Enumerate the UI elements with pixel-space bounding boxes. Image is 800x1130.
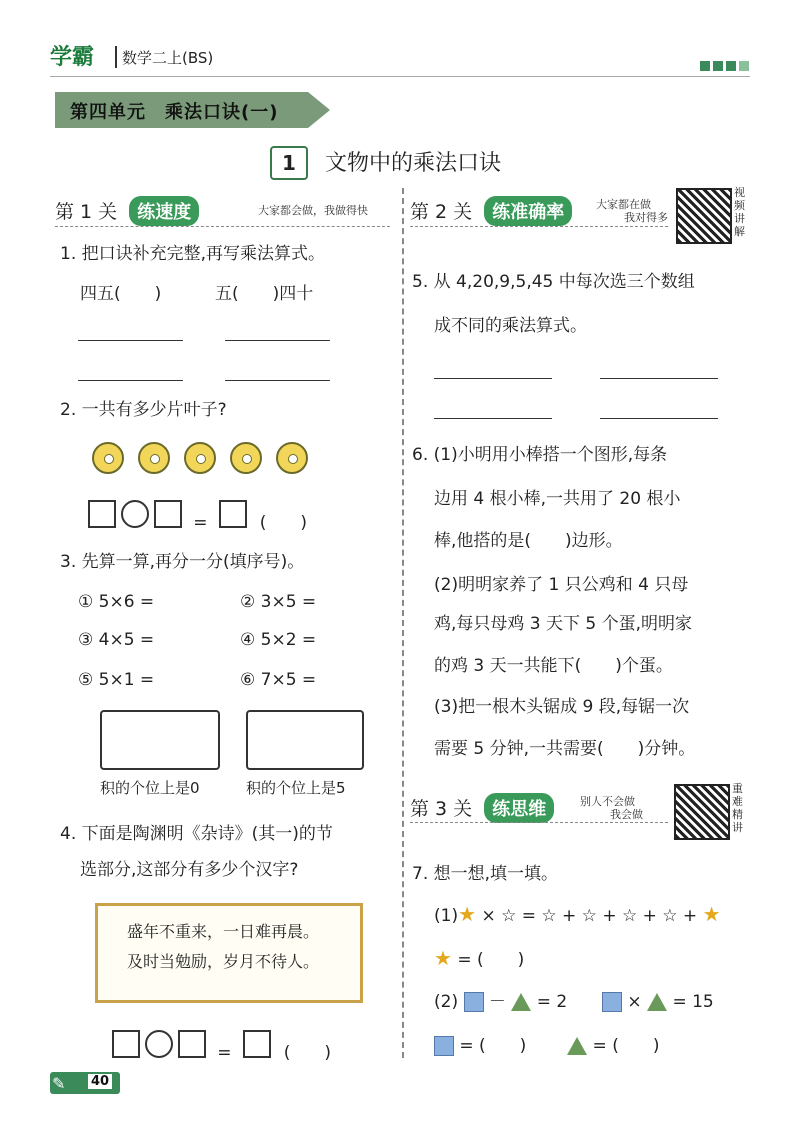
q3-item: ⑥ 7×5 = [240, 670, 317, 690]
q5-answer-line[interactable] [600, 418, 718, 419]
leaf-icon [184, 442, 216, 474]
sort-box-five[interactable] [246, 710, 364, 770]
q7-blank[interactable]: = ( ) [457, 950, 525, 970]
q6-text: 边用 4 根小棒,一共用了 20 根小 [434, 489, 681, 509]
q7-row1 [434, 902, 721, 928]
q7-blank[interactable]: = ( ) [459, 1036, 527, 1056]
poem [127, 917, 319, 977]
section-2-underline [410, 226, 668, 227]
answer-box[interactable] [112, 1030, 140, 1058]
q7-blank[interactable]: = ( ) [592, 1036, 660, 1056]
qr-caption: 视频讲解 [734, 186, 745, 238]
q7-row2 [434, 990, 714, 1014]
unit-blank[interactable]: ( ) [259, 513, 307, 533]
triangle-icon [511, 993, 531, 1011]
q4-line1: 4. 下面是陶渊明《杂诗》(其一)的节 [60, 824, 333, 844]
equals-sign: = [193, 513, 208, 533]
q1-answer-line[interactable] [225, 340, 330, 341]
box-label-zero: 积的个位上是0 [100, 779, 200, 797]
leaf-group [92, 442, 322, 478]
square-icon [434, 1036, 454, 1056]
poem-line: 盛年不重来，一日难再晨。 [127, 922, 320, 941]
operator-circle[interactable] [121, 500, 149, 528]
q1-answer-line[interactable] [225, 380, 330, 381]
note-line: 我对得多 [624, 211, 668, 224]
book-title: 数学二上(BS) [122, 49, 214, 67]
q4-equation [112, 1030, 331, 1065]
times-sign: × [627, 992, 642, 1012]
equals-sign: = [217, 1043, 232, 1063]
unit-title: 第四单元 乘法口诀(一) [70, 102, 279, 123]
leaf-icon [138, 442, 170, 474]
q7-row3 [434, 1034, 659, 1058]
answer-box[interactable] [243, 1030, 271, 1058]
q6-text: 需要 5 分钟,一共需要( )分钟。 [434, 739, 696, 759]
q1-answer-line[interactable] [78, 340, 183, 341]
q3-item: ① 5×6 = [78, 592, 155, 612]
star-icon: ★ [458, 902, 477, 926]
section-2-label: 第 2 关 [410, 201, 473, 223]
section-2-badge: 练准确率 [484, 196, 572, 226]
section-3-badge: 练思维 [484, 793, 554, 823]
q2-title: 2. 一共有多少片叶子? [60, 400, 227, 420]
q6-text: (2)明明家养了 1 只公鸡和 4 只母 [434, 575, 689, 595]
q1-answer-line[interactable] [78, 380, 183, 381]
section-3-label: 第 3 关 [410, 798, 473, 820]
q6-text: 棒,他搭的是( )边形。 [434, 531, 623, 551]
square-icon [464, 992, 484, 1012]
q5-answer-line[interactable] [434, 378, 552, 379]
q7-row1b [434, 946, 524, 972]
note-line: 我会做 [610, 808, 643, 821]
q3-item: ④ 5×2 = [240, 630, 317, 650]
section-3-note [580, 795, 643, 821]
unit-blank[interactable]: ( ) [283, 1043, 331, 1063]
section-1-underline [55, 226, 390, 227]
note-line: 大家都在做 [596, 198, 651, 211]
header-separator [115, 46, 117, 68]
column-divider [402, 188, 404, 1058]
q7-expression: × ☆ = ☆ + ☆ + ☆ + ☆ + [481, 906, 698, 926]
minus-sign: － [488, 992, 506, 1012]
pencil-icon: ✎ [52, 1074, 66, 1093]
q1-title: 1. 把口诀补充完整,再写乘法算式。 [60, 244, 326, 264]
q7-value: = 2 [536, 992, 568, 1012]
q1-left: 四五( ) [80, 284, 162, 304]
q5-line1: 5. 从 4,20,9,5,45 中每次选三个数组 [412, 272, 695, 292]
section-2-note [596, 198, 668, 224]
q6-text: 6. (1)小明用小棒搭一个图形,每条 [412, 445, 668, 465]
leaf-icon [92, 442, 124, 474]
triangle-icon [567, 1037, 587, 1055]
section-1-header [55, 196, 199, 226]
q7-title: 7. 想一想,填一填。 [412, 864, 559, 884]
q7-prefix: (1) [434, 906, 459, 926]
section-3-underline [410, 822, 668, 823]
section-1-badge: 练速度 [129, 196, 199, 226]
qr-caption: 重难精讲 [732, 782, 743, 834]
brand-logo: 学霸 [50, 45, 95, 70]
q5-line2: 成不同的乘法算式。 [434, 316, 587, 336]
header-squares [700, 56, 752, 75]
star-icon: ★ [702, 902, 721, 926]
q3-item: ⑤ 5×1 = [78, 670, 155, 690]
answer-box[interactable] [219, 500, 247, 528]
answer-box[interactable] [154, 500, 182, 528]
box-label-five: 积的个位上是5 [246, 779, 346, 797]
page-number: 40 [88, 1074, 112, 1089]
q6-text: 的鸡 3 天一共能下( )个蛋。 [434, 656, 673, 676]
note-line: 别人不会做 [580, 795, 635, 808]
operator-circle[interactable] [145, 1030, 173, 1058]
sort-box-zero[interactable] [100, 710, 220, 770]
leaf-icon [276, 442, 308, 474]
q1-right: 五( )四十 [215, 284, 314, 304]
poem-line: 及时当勉励，岁月不待人。 [127, 952, 320, 971]
qr-code-icon[interactable] [676, 188, 732, 244]
leaf-icon [230, 442, 262, 474]
q5-answer-line[interactable] [600, 378, 718, 379]
section-2-header [410, 196, 572, 226]
q6-text: (3)把一根木头锯成 9 段,每锯一次 [434, 697, 690, 717]
q6-text: 鸡,每只母鸡 3 天下 5 个蛋,明明家 [434, 614, 693, 634]
q2-equation [88, 500, 307, 535]
answer-box[interactable] [88, 500, 116, 528]
q5-answer-line[interactable] [434, 418, 552, 419]
lesson-title: 文物中的乘法口诀 [325, 151, 502, 176]
square-icon [602, 992, 622, 1012]
triangle-icon [647, 993, 667, 1011]
section-3-header [410, 793, 554, 823]
lesson-number: 1 [270, 146, 308, 180]
q3-item: ③ 4×5 = [78, 630, 155, 650]
qr-code-icon[interactable] [674, 784, 730, 840]
header-rule [50, 76, 750, 77]
q7-value: = 15 [672, 992, 714, 1012]
q3-item: ② 3×5 = [240, 592, 317, 612]
section-1-note: 大家都会做，我做得快 [258, 204, 368, 217]
q3-title: 3. 先算一算,再分一分(填序号)。 [60, 552, 305, 572]
q7-prefix: (2) [434, 992, 459, 1012]
star-icon: ★ [434, 946, 452, 970]
q4-line2: 选部分,这部分有多少个汉字? [80, 860, 299, 880]
answer-box[interactable] [178, 1030, 206, 1058]
section-1-label: 第 1 关 [55, 201, 118, 223]
